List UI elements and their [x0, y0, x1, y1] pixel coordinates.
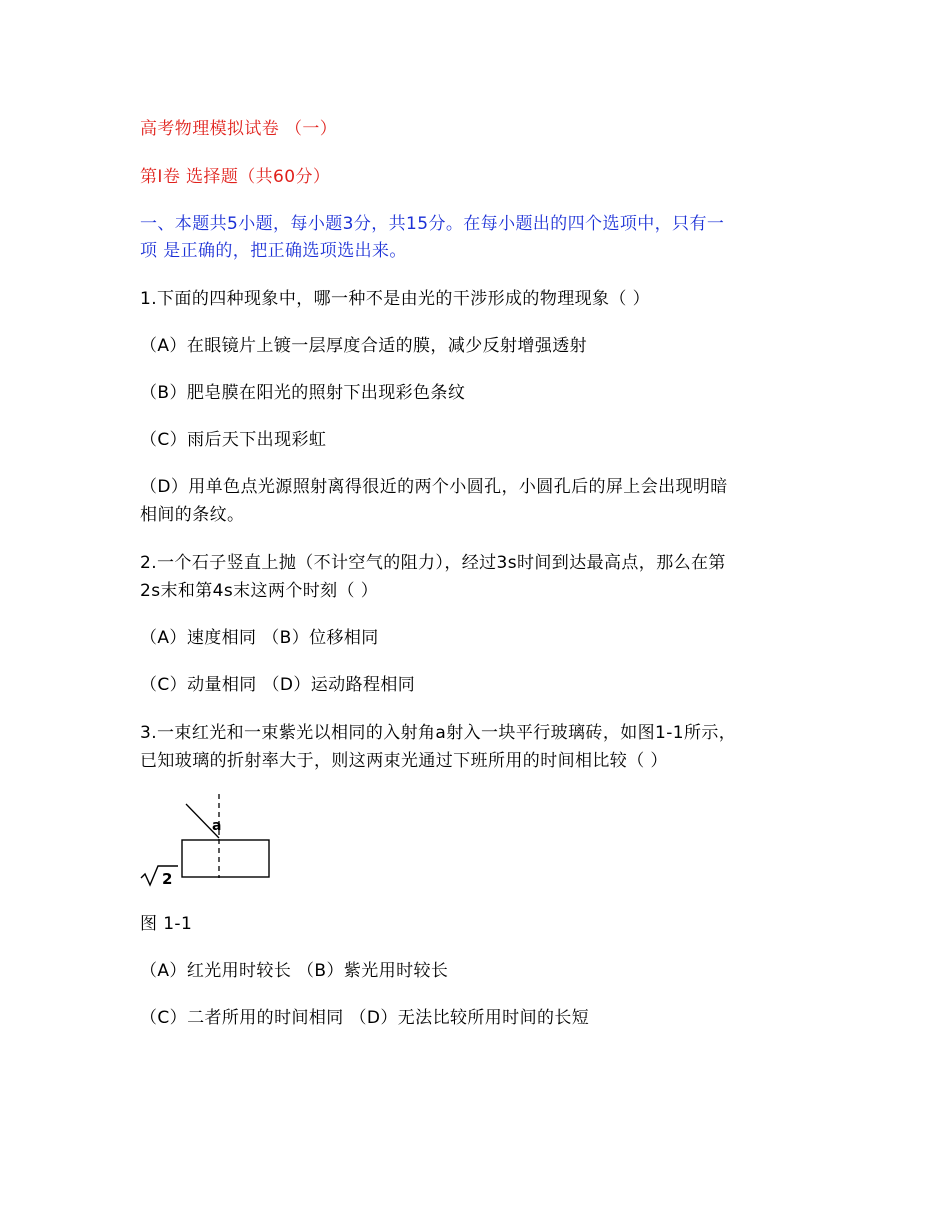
question-2-stem-line-2: 2s末和第4s末这两个时刻（ ）: [140, 581, 379, 601]
question-1-stem: 1.下面的四种现象中，哪一种不是由光的干涉形成的物理现象（ ）: [140, 289, 651, 309]
question-2-stem-line-1: 2.一个石子竖直上抛（不计空气的阻力），经过3s时间到达最高点，那么在第: [140, 553, 726, 573]
question-1-option-d-line-1: （D）用单色点光源照射离得很近的两个小圆孔，小圆孔后的屏上会出现明暗: [140, 477, 728, 497]
question-3-options-ab: （A）红光用时较长 （B）紫光用时较长: [140, 961, 449, 981]
question-3-stem-line-1: 3.一束红光和一束紫光以相同的入射角a射入一块平行玻璃砖，如图1-1所示，: [140, 723, 737, 743]
figure-caption: 图 1-1: [140, 914, 193, 934]
question-2-options-cd: （C）动量相同 （D）运动路程相同: [140, 675, 416, 695]
glass-brick: [182, 840, 269, 877]
exam-title: 高考物理模拟试卷 （一）: [140, 119, 338, 139]
question-1-option-a: （A）在眼镜片上镀一层厚度合适的膜，减少反射增强透射: [140, 336, 588, 356]
part-heading: 第I卷 选择题（共60分）: [140, 167, 331, 187]
question-1-option-b: （B）肥皂膜在阳光的照射下出现彩色条纹: [140, 383, 466, 403]
sqrt-symbol: [141, 866, 178, 885]
question-2-options-ab: （A）速度相同 （B）位移相同: [140, 628, 379, 648]
question-3-stem-line-2: 已知玻璃的折射率大于，则这两束光通过下班所用的时间相比较（ ）: [140, 751, 668, 771]
section-intro-line-2: 项 是正确的，把正确选项选出来。: [140, 241, 407, 261]
section-intro-line-1: 一、本题共5小题，每小题3分，共15分。在每小题出的四个选项中，只有一: [140, 214, 725, 234]
sqrt-value-label: 2: [162, 870, 173, 888]
question-1-option-c: （C）雨后天下出现彩虹: [140, 430, 327, 450]
question-3-options-cd: （C）二者所用的时间相同 （D）无法比较所用时间的长短: [140, 1008, 590, 1028]
glass-brick-diagram: [138, 790, 278, 890]
angle-label: a: [212, 818, 222, 834]
question-1-option-d-line-2: 相间的条纹。: [140, 505, 245, 525]
glass-brick-figure: [138, 790, 278, 890]
